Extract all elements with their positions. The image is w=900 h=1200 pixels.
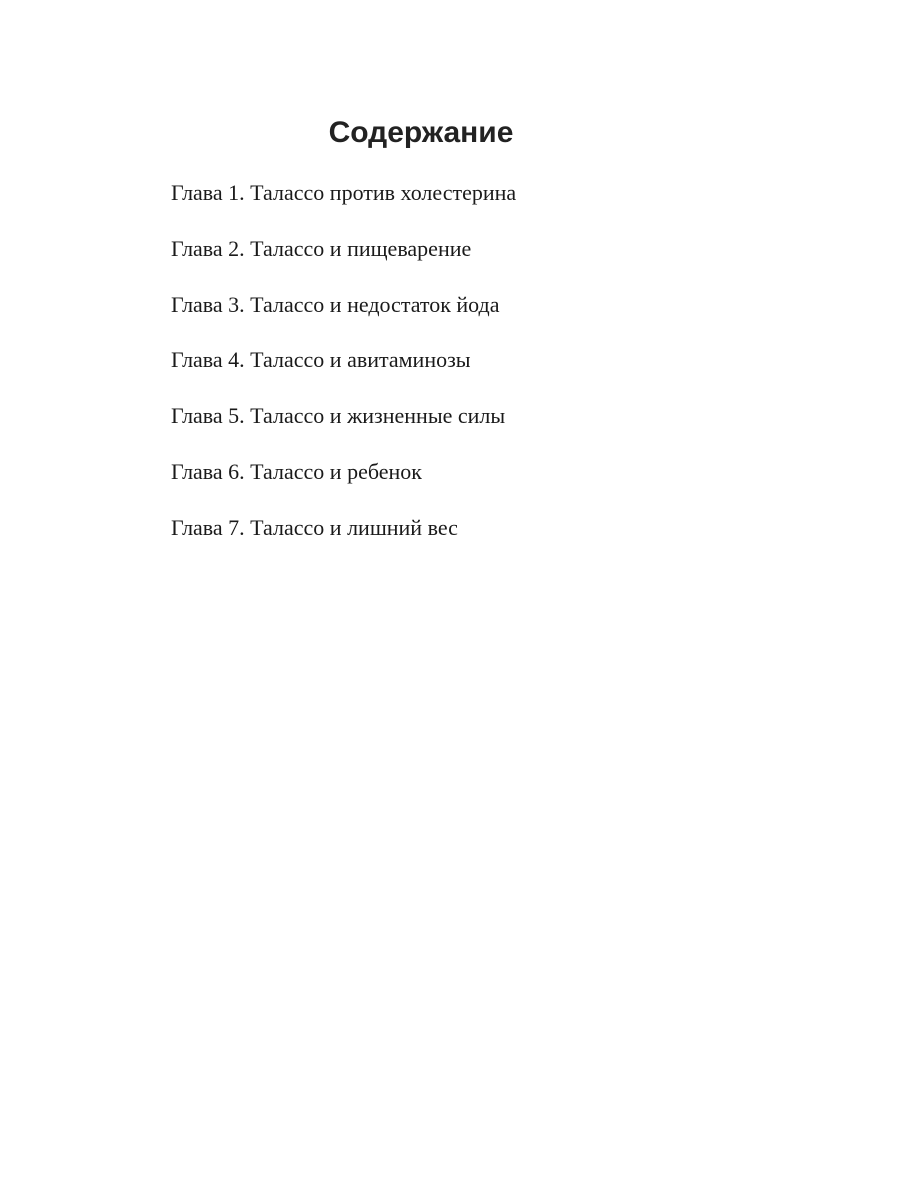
toc-entry-chapter-7: Глава 7. Талассо и лишний вес — [171, 514, 458, 540]
toc-entry-chapter-2: Глава 2. Талассо и пищеварение — [171, 235, 472, 261]
table-of-contents — [171, 176, 516, 567]
toc-entry-chapter-3: Глава 3. Талассо и недостаток йода — [171, 291, 500, 317]
toc-entry-chapter-5: Глава 5. Талассо и жизненные силы — [171, 403, 506, 429]
toc-entry-chapter-1: Глава 1. Талассо против холестерина — [171, 180, 517, 205]
toc-entry-chapter-6: Глава 6. Талассо и ребенок — [171, 458, 422, 484]
toc-entry-chapter-4: Глава 4. Талассо и авитаминозы — [171, 347, 471, 373]
page-title: Содержание — [328, 116, 514, 149]
